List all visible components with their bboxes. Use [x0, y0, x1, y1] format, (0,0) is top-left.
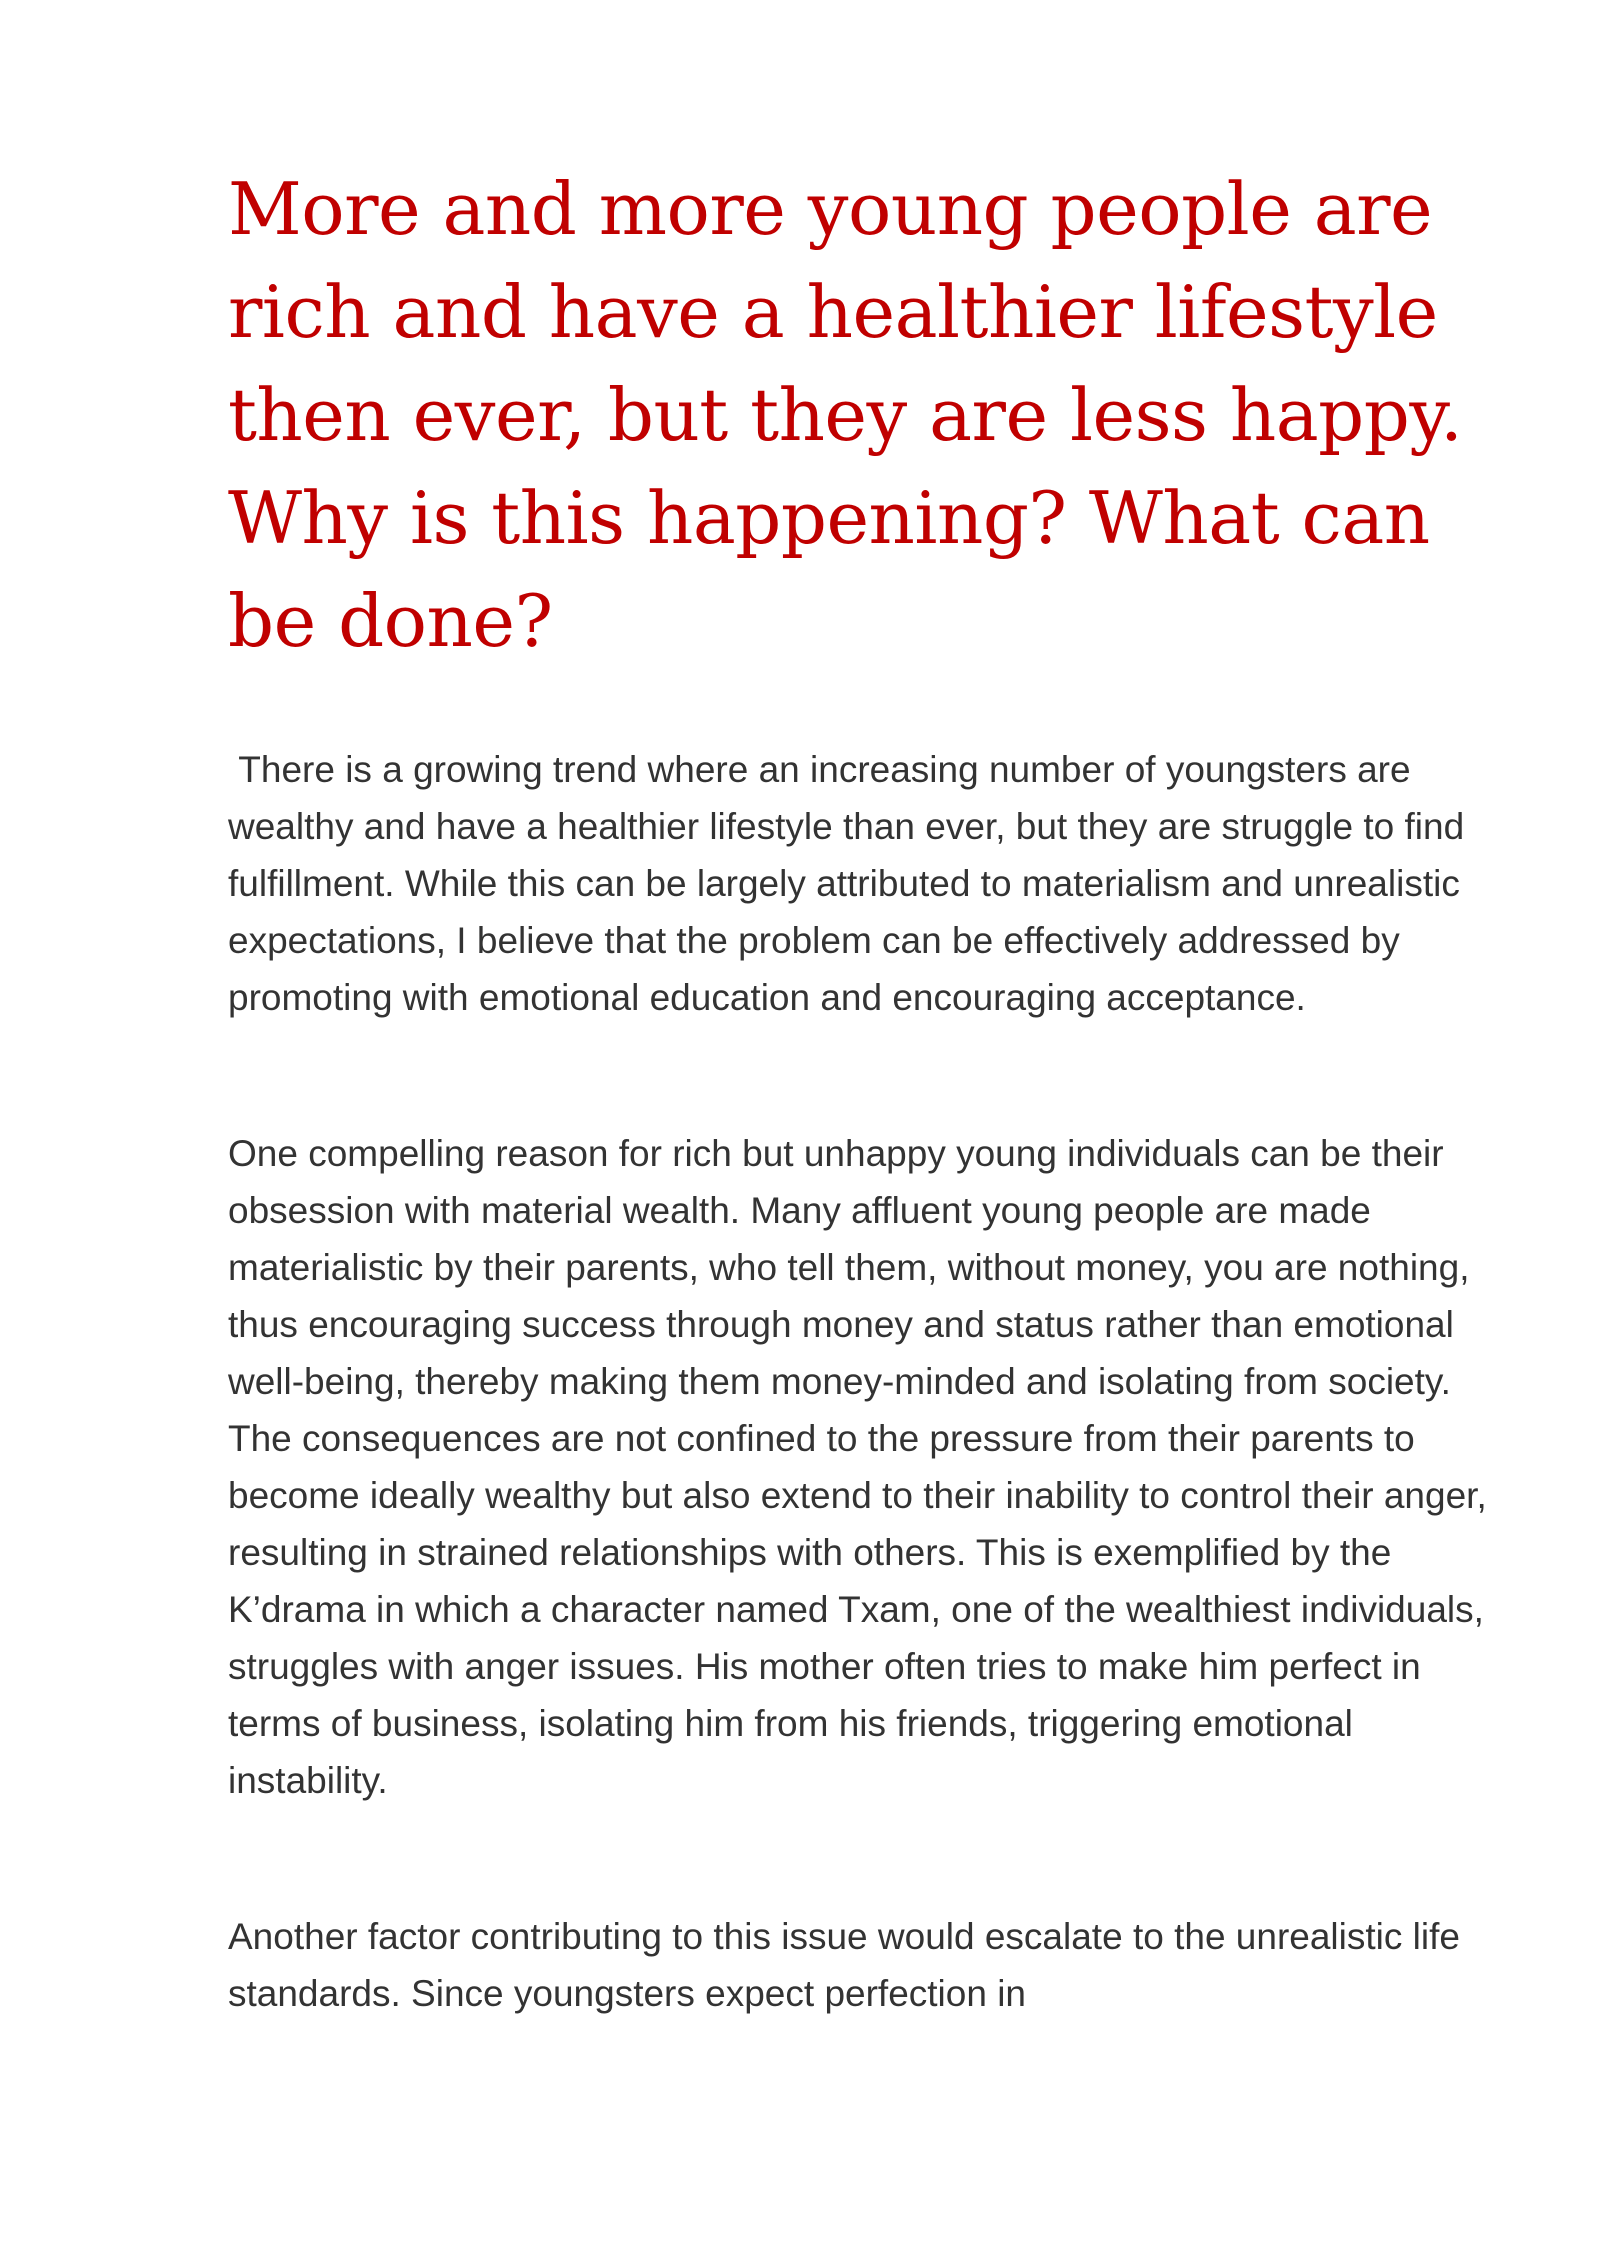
paragraph-body-1: One compelling reason for rich but unhappy young individuals can be their obsession with material wealth. Many affluent young people are made materialistic by their parents, who tell them, without money, you are nothing, thus encouraging success through money and status rather than emotional well-being, thereby making them money-minded and isolating from society. The consequences are not confined to the pressure from their parents to become ideally wealthy but also extend to their inability to control their anger, resulting in strained relationships with others. This is exemplified by the K’drama in which a character named Txam, one of the wealthiest individuals, struggles with anger issues. His mother often tries to make him perfect in terms of business, isolating him from his friends, triggering emotional instability. — [228, 1133, 1498, 1801]
paragraph-introduction: There is a growing trend where an increasing number of youngsters are wealthy and have a healthier lifestyle than ever, but they are struggle to find fulfillment. While this can be largely attributed to materialism and unrealistic expectations, I believe that the problem can be effectively addressed by promoting with emotional education and encouraging acceptance. — [228, 749, 1475, 1018]
essay-title: More and more young people are rich and have a healthier lifestyle then ever, but they are less happy. Why is this happening? What can be done? — [228, 167, 1463, 663]
document-content — [228, 158, 1518, 2022]
paragraph-body-2: Another factor contributing to this issue would escalate to the unrealistic life standards. Since youngsters expect perfection in — [228, 1916, 1471, 2014]
